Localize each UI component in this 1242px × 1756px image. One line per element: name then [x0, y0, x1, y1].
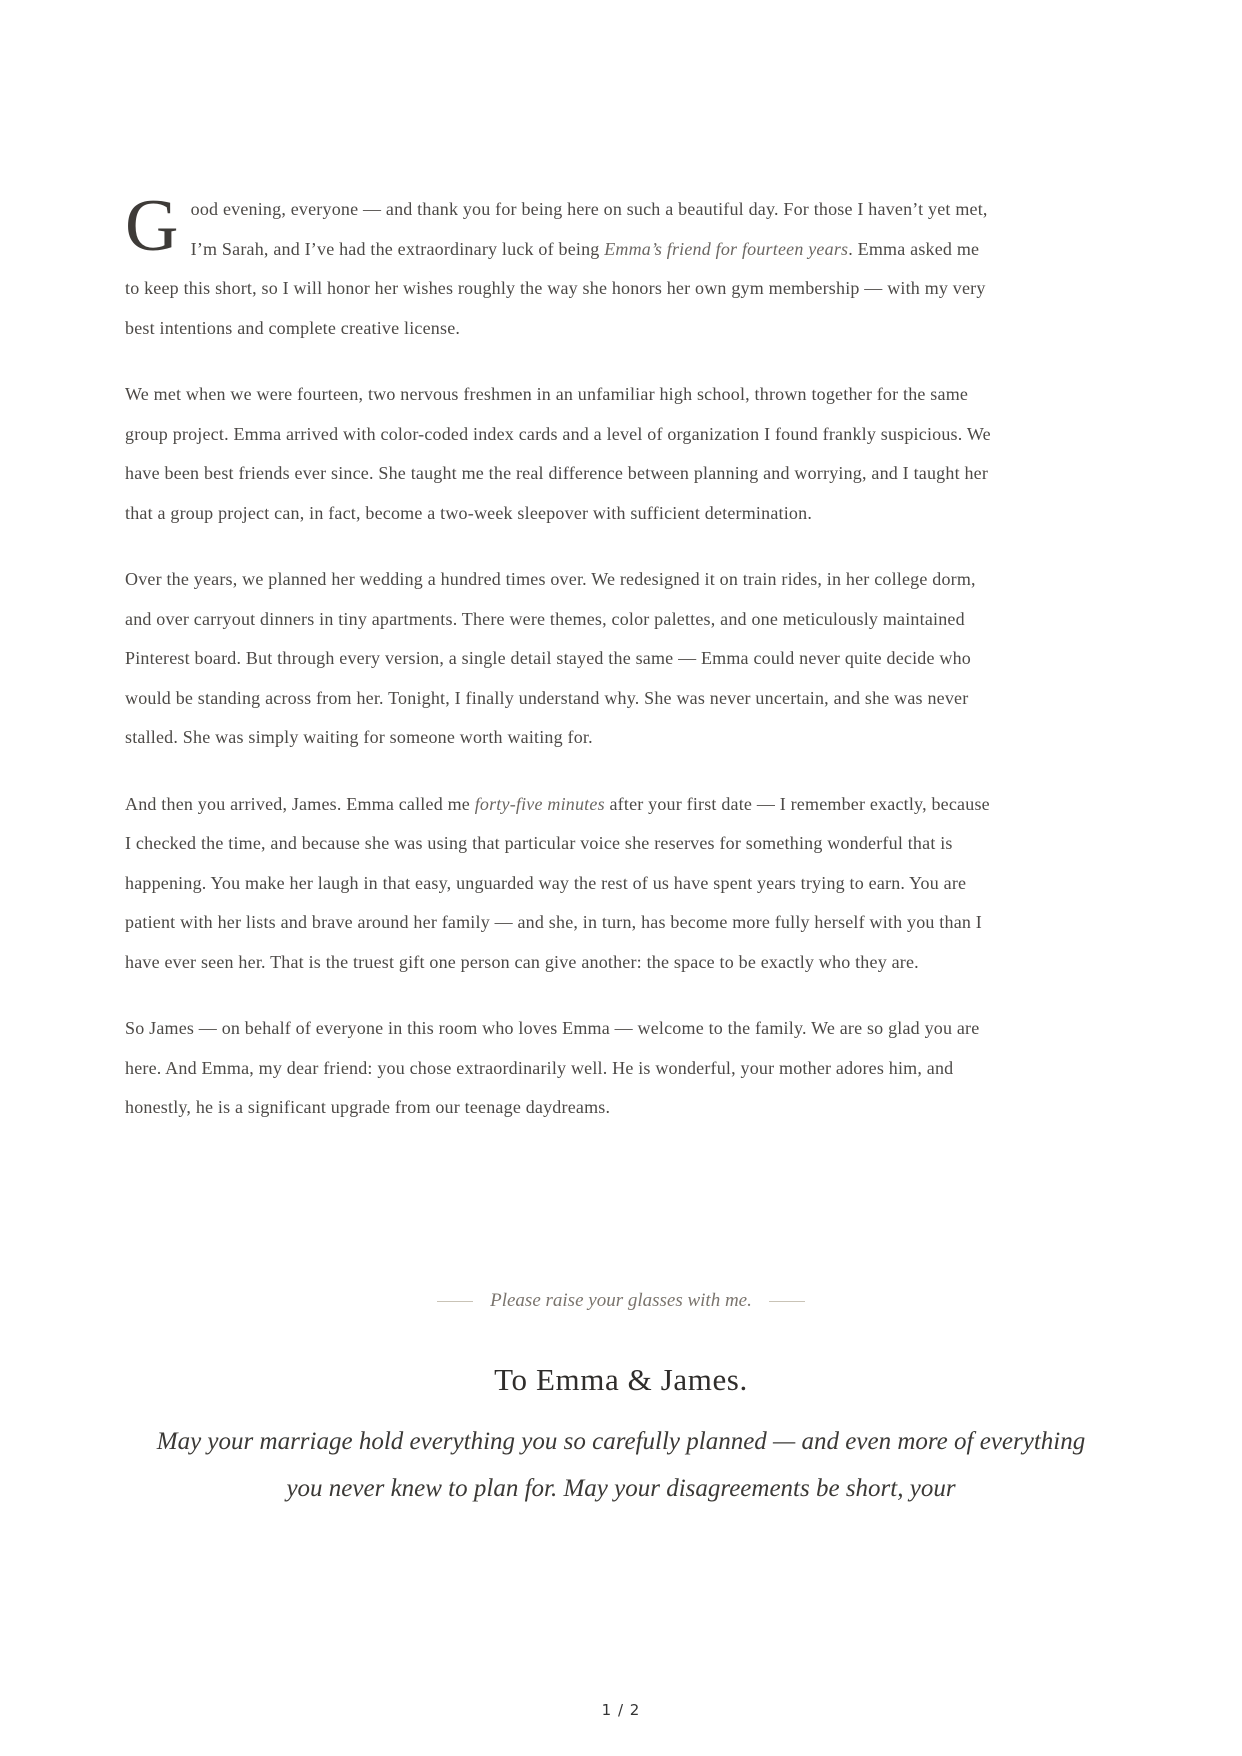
- toast-title: To Emma & James.: [494, 1362, 748, 1397]
- paragraph-wedding-planning: Over the years, we planned her wedding a hundred times over. We redesigned it on train rides, in her college dorm, and over carryout dinners in tiny apartments. There were themes, color palettes, and one meticulously maintained Pinterest board. But through every version, a single detail stayed the same — Emma could never quite decide who would be standing across from her. Tonight, I finally understand why. She was never uncertain, and she was never stalled. She was simply waiting for someone worth waiting for.: [125, 569, 976, 747]
- paragraph-text: And then you arrived, James. Emma called me: [125, 793, 475, 814]
- speech-body: [125, 185, 995, 1155]
- toast-cue-divider: [0, 1290, 1242, 1312]
- emphasis-text: Emma’s friend for fourteen years: [604, 238, 849, 259]
- page-number: 1 / 2: [601, 1701, 641, 1719]
- paragraph-james-arrived: [125, 785, 995, 983]
- paragraph-welcome: So James — on behalf of everyone in this room who loves Emma — welcome to the family. We are so glad you are here. And Emma, my dear friend: you chose extraordinarily well. He is wonderful, your mother adores him, and honestly, he is a significant upgrade from our teenage daydreams.: [125, 1018, 980, 1117]
- toast-cue: Please raise your glasses with me.: [490, 1290, 752, 1311]
- paragraph-text: ood evening, everyone — and thank you for being here on such a beautiful day. For those I haven’t yet met, I’m Sarah, and I’ve had the extraordinary luck of being: [190, 199, 988, 259]
- divider-rule-right: [769, 1301, 805, 1302]
- drop-cap: G: [125, 185, 179, 267]
- paragraph-text: after your first date — I remember exactly, because I checked the time, and because she was using that particular voice she reserves for something wonderful that is happening. You make her laugh in that easy, unguarded way the rest of us have spent years trying to earn. You are patient with her lists and brave around her family — and she, in turn, has become more fully herself with you than I have ever seen her. That is the truest gift one person can give another: the space to be exactly who they are.: [125, 793, 990, 972]
- paragraph-text: . Emma asked me to keep this short, so I will honor her wishes roughly the way she honors her own gym membership — with my very best intentions and complete creative license.: [125, 238, 986, 338]
- paragraph-how-we-met: We met when we were fourteen, two nervous freshmen in an unfamiliar high school, thrown together for the same group project. Emma arrived with color-coded index cards and a level of organization I found frankly suspicious. We have been best friends ever since. She taught me the real difference between planning and worrying, and I taught her that a group project can, in fact, become a two-week sleepover with sufficient determination.: [125, 384, 991, 523]
- emphasis-text: forty-five minutes: [474, 793, 605, 814]
- paragraph-opening: [125, 185, 995, 348]
- toast-body: May your marriage hold everything you so carefully planned — and even more of everything you never knew to plan for. May your disagreements be short, your: [156, 1428, 1086, 1502]
- divider-rule-left: [437, 1301, 473, 1302]
